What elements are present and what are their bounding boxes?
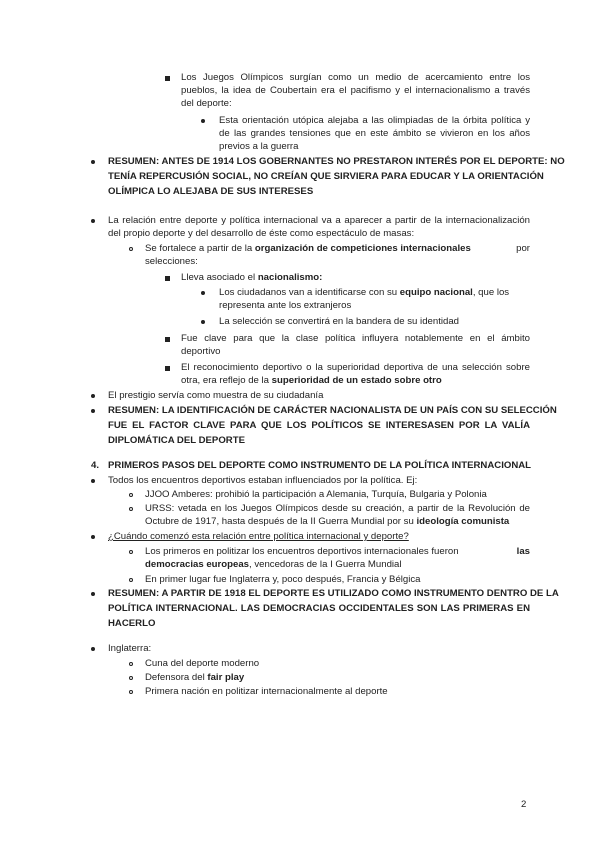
text-line: representa ante los extranjeros xyxy=(219,300,352,311)
text-run-bold: equipo nacional xyxy=(399,287,473,298)
circle-bullet-icon xyxy=(129,662,133,666)
summary-line: RESUMEN: A PARTIR DE 1918 EL DEPORTE ES UTILIZADO COMO INSTRUMENTO DENTRO DE LA xyxy=(108,588,559,599)
text-line xyxy=(181,271,322,284)
summary-line: TENÍA REPERCUSIÓN SOCIAL, NO CREÍAN QUE SIRVIERA PARA EDUCAR Y LA ORIENTACIÓN xyxy=(108,171,544,182)
dot-bullet-icon xyxy=(91,160,95,164)
text-line: El reconocimiento deportivo o la superioridad deportiva de una selección sobre xyxy=(181,362,530,373)
square-bullet-icon xyxy=(165,366,170,371)
text-line xyxy=(181,374,442,387)
dot-bullet-icon xyxy=(91,592,95,596)
text-line: Fue clave para que la clase política influyera notablemente en el ámbito xyxy=(181,333,530,344)
dot-bullet-icon xyxy=(91,409,95,413)
summary-line: RESUMEN: LA IDENTIFICACIÓN DE CARÁCTER NACIONALISTA DE UN PAÍS CON SU SELECCIÓN xyxy=(108,405,557,416)
text-run: Lleva asociado el xyxy=(181,272,258,283)
text-run: Defensora del xyxy=(145,672,208,683)
text-run: Se fortalece a partir de la xyxy=(145,243,255,254)
circle-bullet-icon xyxy=(129,550,133,554)
text-line xyxy=(145,515,509,528)
text-line: deportivo xyxy=(181,346,221,357)
text-line: del propio deporte y del desarrollo de éste como espectáculo de masas: xyxy=(108,228,415,239)
square-bullet-icon xyxy=(165,276,170,281)
circle-bullet-icon xyxy=(129,493,133,497)
text-run: , que los xyxy=(472,287,510,298)
text-run: por xyxy=(513,243,530,254)
dot-bullet-icon xyxy=(91,535,95,539)
square-bullet-icon xyxy=(165,76,170,81)
text-line xyxy=(145,242,530,255)
dot-bullet-icon xyxy=(91,647,95,651)
text-run: otra, era reflejo de la xyxy=(181,375,272,386)
text-run: Los primeros en politizar los encuentros deportivos internacionales fueron xyxy=(145,546,462,557)
text-run-bold: ideología comunista xyxy=(416,516,510,527)
text-line: El prestigio servía como muestra de su ciudadanía xyxy=(108,390,324,401)
text-line: pueblos, la idea de Coubertain era el pacifismo y el internacionalismo a través xyxy=(181,85,530,96)
text-run-bold: organización de competiciones internacionales xyxy=(254,243,471,254)
text-line: JJOO Amberes: prohibió la participación a Alemania, Turquía, Bulgaria y Polonia xyxy=(145,489,487,500)
summary-line: HACERLO xyxy=(108,618,156,629)
text-line: Esta orientación utópica alejaba a las olimpiadas de la órbita política y xyxy=(219,115,530,126)
square-bullet-icon xyxy=(165,337,170,342)
dot-bullet-icon xyxy=(201,119,205,123)
summary-line: RESUMEN: ANTES DE 1914 LOS GOBERNANTES NO PRESTARON INTERÉS POR EL DEPORTE: NO xyxy=(108,156,565,167)
summary-line: OLÍMPICA LO ALEJABA DE SUS INTERESES xyxy=(108,186,314,197)
text-line: Los Juegos Olímpicos surgían como un medio de acercamiento entre los xyxy=(181,72,530,83)
text-run: Los ciudadanos van a identificarse con su xyxy=(219,287,400,298)
text-line: Todos los encuentros deportivos estaban influenciados por la política. Ej: xyxy=(108,475,418,486)
text-line xyxy=(145,671,244,684)
text-line xyxy=(145,558,402,571)
section-heading: PRIMEROS PASOS DEL DEPORTE COMO INSTRUMENTO DE LA POLÍTICA INTERNACIONAL xyxy=(108,460,532,471)
circle-bullet-icon xyxy=(129,676,133,680)
text-line: selecciones: xyxy=(145,256,198,267)
text-line: URSS: vetada en los Juegos Olímpicos desde su creación, a partir de la Revolución de xyxy=(145,503,530,514)
dot-bullet-icon xyxy=(91,394,95,398)
text-line: del deporte: xyxy=(181,98,232,109)
text-run-bold: fair play xyxy=(207,672,245,683)
text-line: Cuna del deporte moderno xyxy=(145,658,260,669)
question-line: ¿Cuándo comenzó esta relación entre política internacional y deporte? xyxy=(108,531,409,542)
text-line: de las grandes tensiones que en este ámbito se vivieron en los años xyxy=(219,128,530,139)
text-line: Primera nación en politizar internacionalmente al deporte xyxy=(145,686,388,697)
text-run: Octubre de 1917, hasta después de la II Guerra Mundial por su xyxy=(145,516,417,527)
text-run-bold: nacionalismo: xyxy=(257,272,323,283)
text-line: La relación entre deporte y política internacional va a aparecer a partir de la internacionalización xyxy=(108,215,530,226)
summary-line: FUE EL FACTOR CLAVE PARA QUE LOS POLÍTICOS SE INTERESASEN POR LA VALÍA xyxy=(108,420,530,431)
page-number: 2 xyxy=(521,799,527,810)
summary-line: POLÍTICA INTERNACIONAL. LAS DEMOCRACIAS OCCIDENTALES SON LAS PRIMERAS EN xyxy=(108,603,530,614)
dot-bullet-icon xyxy=(91,479,95,483)
circle-bullet-icon xyxy=(129,578,133,582)
dot-bullet-icon xyxy=(91,219,95,223)
text-line xyxy=(219,286,530,299)
circle-bullet-icon xyxy=(129,690,133,694)
dot-bullet-icon xyxy=(201,291,205,295)
circle-bullet-icon xyxy=(129,247,133,251)
dot-bullet-icon xyxy=(201,320,205,324)
text-run: , vencedoras de la I Guerra Mundial xyxy=(249,559,402,570)
text-line: La selección se convertirá en la bandera de su identidad xyxy=(219,316,460,327)
text-run-bold: superioridad de un estado sobre otro xyxy=(271,375,442,386)
text-run-bold: las xyxy=(516,546,530,557)
text-run-bold: democracias europeas xyxy=(145,559,249,570)
text-line: previos a la guerra xyxy=(219,141,299,152)
section-number: 4. xyxy=(91,460,100,471)
text-line: En primer lugar fue Inglaterra y, poco después, Francia y Bélgica xyxy=(145,574,421,585)
summary-line: DIPLOMÁTICA DEL DEPORTE xyxy=(108,435,245,446)
text-line xyxy=(145,545,530,558)
text-line: Inglaterra: xyxy=(108,643,152,654)
circle-bullet-icon xyxy=(129,507,133,511)
